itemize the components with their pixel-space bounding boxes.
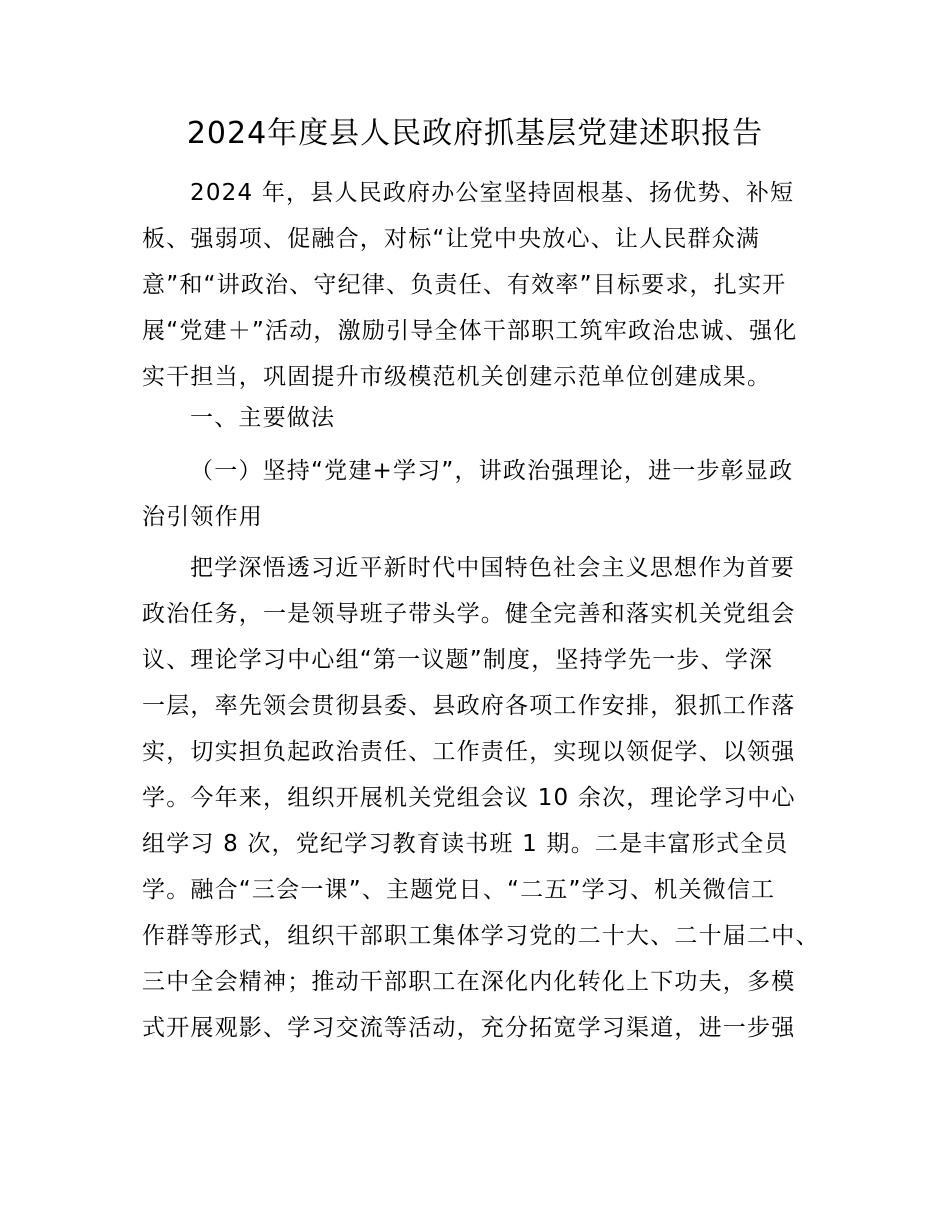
body-line: 学。融合“三会一课”、主题党日、“二五”学习、机关微信工 xyxy=(142,877,776,903)
body-line: 学。今年来，组织开展机关党组会议 10 余次，理论学习中心 xyxy=(142,785,796,811)
intro-line: 展“党建＋”活动，激励引导全体干部职工筑牢政治忠诚、强化 xyxy=(142,318,798,344)
document-title: 2024年度县人民政府抓基层党建述职报告 xyxy=(186,116,764,151)
subsection-heading-line: 治引领作用 xyxy=(142,504,263,530)
body-line: 作群等形式，组织干部职工集体学习党的二十大、二十届二中、 xyxy=(142,923,820,949)
body-line: 议、理论学习中心组“第一议题”制度，坚持学先一步、学深 xyxy=(142,647,774,673)
body-line: 式开展观影、学习交流等活动，充分拓宽学习渠道，进一步强 xyxy=(142,1015,796,1041)
body-line: 组学习 8 次，党纪学习教育读书班 1 期。二是丰富形式全员 xyxy=(142,831,789,857)
body-line: 一层，率先领会贯彻县委、县政府各项工作安排，狠抓工作落 xyxy=(142,693,796,719)
intro-line: 2024 年，县人民政府办公室坚持固根基、扬优势、补短 xyxy=(190,180,795,206)
subsection-heading xyxy=(142,448,822,540)
section-heading xyxy=(142,395,822,441)
intro-line: 意”和“讲政治、守纪律、负责任、有效率”目标要求，扎实开 xyxy=(142,272,787,298)
section-heading-text: 一、主要做法 xyxy=(190,405,336,431)
body-line: 把学深悟透习近平新时代中国特色社会主义思想作为首要 xyxy=(190,555,795,581)
subsection-heading-line: （一）坚持“党建+学习”，讲政治强理论，进一步彰显政 xyxy=(190,458,794,484)
body-line: 实，切实担负起政治责任、工作责任，实现以领促学、以领强 xyxy=(142,739,796,765)
body-paragraph xyxy=(142,545,822,1051)
intro-line: 板、强弱项、促融合，对标“让党中央放心、让人民群众满 xyxy=(142,226,761,252)
body-line: 政治任务，一是领导班子带头学。健全完善和落实机关党组会 xyxy=(142,601,796,627)
intro-line: 实干担当，巩固提升市级模范机关创建示范单位创建成果。 xyxy=(142,364,772,390)
intro-paragraph xyxy=(142,170,822,400)
body-line: 三中全会精神；推动干部职工在深化内化转化上下功夫，多模 xyxy=(142,969,796,995)
